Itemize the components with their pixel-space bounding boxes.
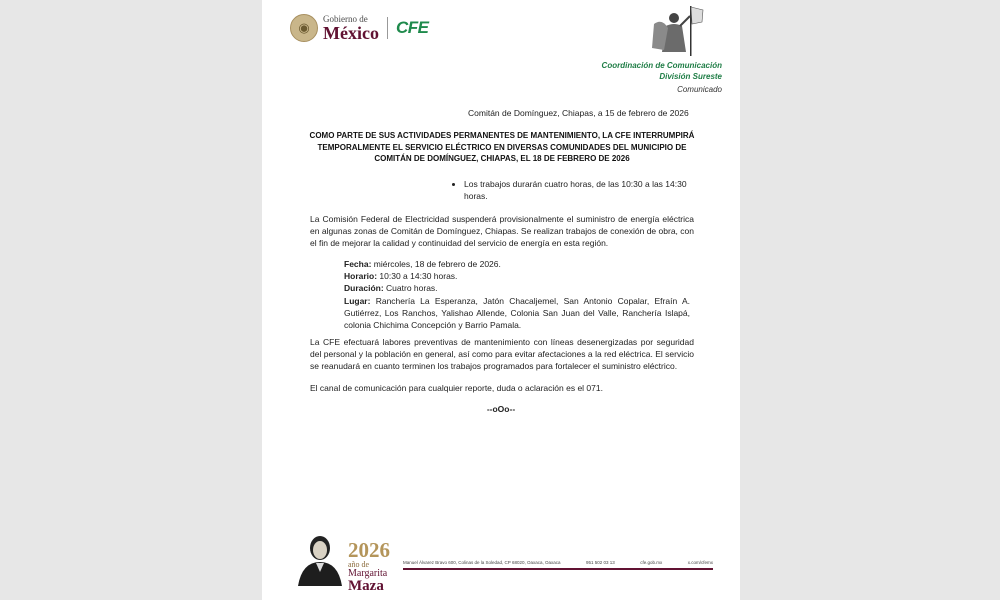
footer-phone: 951 502 03 13 xyxy=(585,560,615,565)
detail-lugar xyxy=(344,295,690,332)
department-name xyxy=(602,60,722,82)
cfe-logo: CFE xyxy=(395,18,429,37)
horario-value: 10:30 a 14:30 horas. xyxy=(377,271,458,282)
department-line2: División Sureste xyxy=(659,72,722,81)
footer-divider xyxy=(403,568,713,570)
gob-line1: Gobierno de xyxy=(323,13,368,24)
duracion-label: Duración: xyxy=(344,283,384,294)
duracion-value: Cuatro horas. xyxy=(383,283,438,294)
headline: COMO PARTE DE SUS ACTIVIDADES PERMANENTES DE MANTENIMIENTO, LA CFE INTERRUMPIRÁ TEMPORALMENTE EL SERVICIO ELÉCTRICO EN DIVERSAS COMUNIDADES DEL MUNICIPIO DE COMITÁN DE DOMÍNGUEZ, CHIAPAS, EL 18 DE FEBRERO DE 2026 xyxy=(309,131,695,163)
honoree-first-name: Margarita xyxy=(348,568,388,579)
lugar-value: Ranchería La Esperanza, Jatón Chacaljemel, San Antonio Copalar, Efraín A. Gutiérrez, Los Ranchos, Yalishao Allende, Colonia San Juan del Valle, Ranchería Islapá, colonia Chichima Concepción y Barrio Pamala. xyxy=(344,295,690,331)
document-page xyxy=(262,0,740,600)
footer-address: Manuel Álvarez Bravo 600, Colinas de la Soledad, CP 68020, Oaxaca, Oaxaca xyxy=(403,560,561,565)
detail-fecha xyxy=(344,258,690,270)
detail-duracion xyxy=(344,282,690,294)
margarita-maza-portrait-icon xyxy=(292,532,348,586)
logo-divider xyxy=(387,17,388,39)
honoree-last-name: Maza xyxy=(348,578,384,594)
footer-website-link[interactable]: cfe.gob.mx xyxy=(640,560,663,565)
paragraph-contact: El canal de comunicación para cualquier reporte, duda o aclaración es el 071. xyxy=(310,383,603,393)
footer-social-link[interactable]: x.com/cfemx xyxy=(687,560,713,565)
mexico-seal-icon: ◉ xyxy=(290,14,318,42)
fecha-value: miércoles, 18 de febrero de 2026. xyxy=(371,259,501,269)
header-logos xyxy=(290,14,428,42)
department-line1: Coordinación de Comunicación xyxy=(601,61,722,70)
footer-contact xyxy=(403,560,713,565)
closing-mark: --oOo-- xyxy=(486,404,516,414)
document-type: Comunicado xyxy=(677,85,722,94)
flag-bearer-illustration-icon xyxy=(650,4,704,58)
year-badge xyxy=(348,540,390,594)
horario-label: Horario: xyxy=(344,271,378,282)
event-details xyxy=(344,258,690,331)
bullet-item: • Los trabajos durarán cuatro horas, de las 10:30 a las 14:30 horas. xyxy=(464,178,702,202)
gobierno-mexico-logo xyxy=(323,15,379,42)
paragraph-intro: La Comisión Federal de Electricidad suspenderá provisionalmente el suministro de energía eléctrica en algunas zonas de Comitán de Domínguez, Chiapas. Se realizan trabajos de conexión de obra, con el fin de mejorar la calidad y continuidad del servicio de energía en esta región. xyxy=(310,214,694,248)
year-subtitle: año de xyxy=(348,560,370,569)
place-date: Comitán de Domínguez, Chiapas, a 15 de febrero de 2026 xyxy=(468,108,689,118)
year-number: 2026 xyxy=(348,538,390,562)
detail-horario xyxy=(344,270,690,282)
paragraph-maintenance: La CFE efectuará labores preventivas de mantenimiento con líneas desenergizadas por seguridad del personal y la población en general, así como para evitar afectaciones a la red eléctrica. El servicio se reanudará en cuanto terminen los trabajos programados para fortalecer el suministro eléctrico. xyxy=(310,337,694,371)
lugar-label: Lugar: xyxy=(344,295,371,306)
bullet-list xyxy=(452,178,702,202)
fecha-label: Fecha: xyxy=(344,259,372,269)
gob-line2: México xyxy=(323,22,379,43)
